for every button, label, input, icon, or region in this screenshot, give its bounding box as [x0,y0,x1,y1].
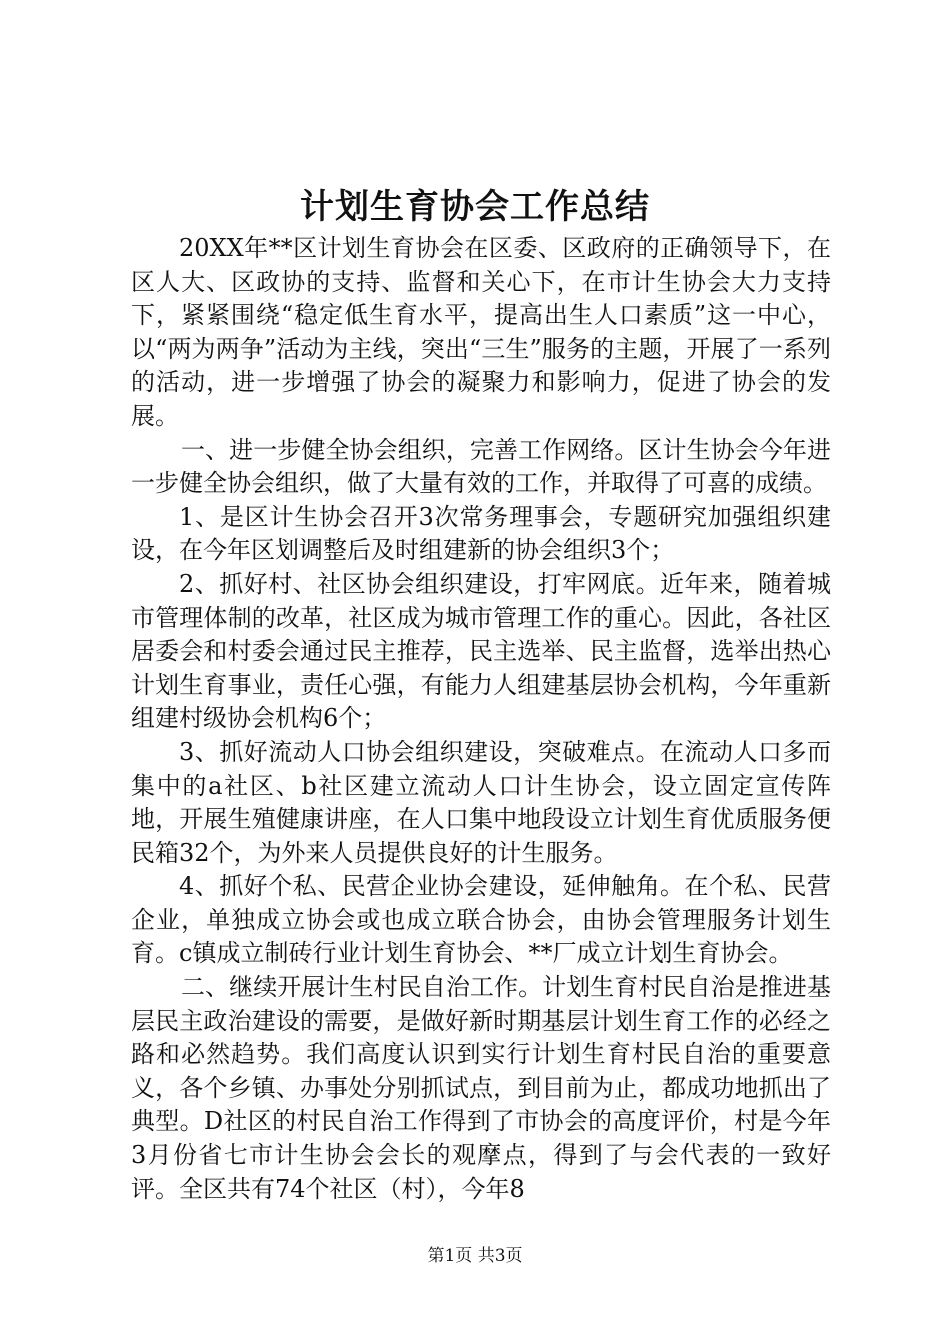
paragraph-item-1: 1、是区计生协会召开3次常务理事会，专题研究加强组织建设，在今年区划调整后及时组建新的协会组织3个； [131,502,831,565]
paragraph-intro: 20XX年**区计划生育协会在区委、区政府的正确领导下，在区人大、区政协的支持、监督和关心下，在市计生协会大力支持下，紧紧围绕“稳定低生育水平，提高出生人口素质”这一中心，以“两为两争”活动为主线，突出“三生”服务的主题，开展了一系列的活动，进一步增强了协会的凝聚力和影响力，促进了协会的发展。 [131,234,831,430]
document-title: 计划生育协会工作总结 [300,187,650,227]
paragraph-section-1: 一、进一步健全协会组织，完善工作网络。区计生协会今年进一步健全协会组织，做了大量有效的工作，并取得了可喜的成绩。 [131,435,831,498]
document-body [131,232,831,1206]
paragraph-item-3: 3、抓好流动人口协会组织建设，突破难点。在流动人口多而集中的a社区、b社区建立流动人口计生协会，设立固定宣传阵地，开展生殖健康讲座，在人口集中地段设立计划生育优质服务便民箱32个，为外来人员提供良好的计生服务。 [131,737,831,867]
page-number-footer: 第1页 共3页 [427,1246,523,1266]
paragraph-section-2: 二、继续开展计生村民自治工作。计划生育村民自治是推进基层民主政治建设的需要，是做好新时期基层计划生育工作的必经之路和必然趋势。我们高度认识到实行计划生育村民自治的重要意义，各个乡镇、办事处分别抓试点，到目前为止，都成功地抓出了典型。D社区的村民自治工作得到了市协会的高度评价，村是今年3月份省七市计生协会会长的观摩点，得到了与会代表的一致好评。全区共有74个社区（村），今年8 [131,973,831,1203]
paragraph-item-2: 2、抓好村、社区协会组织建设，打牢网底。近年来，随着城市管理体制的改革，社区成为城市管理工作的重心。因此，各社区居委会和村委会通过民主推荐，民主选举、民主监督，选举出热心计划生育事业，责任心强，有能力人组建基层协会机构，今年重新组建村级协会机构6个； [131,569,831,733]
paragraph-item-4: 4、抓好个私、民营企业协会建设，延伸触角。在个私、民营企业，单独成立协会或也成立联合协会，由协会管理服务计划生育。c镇成立制砖行业计划生育协会、**厂成立计划生育协会。 [131,872,831,968]
